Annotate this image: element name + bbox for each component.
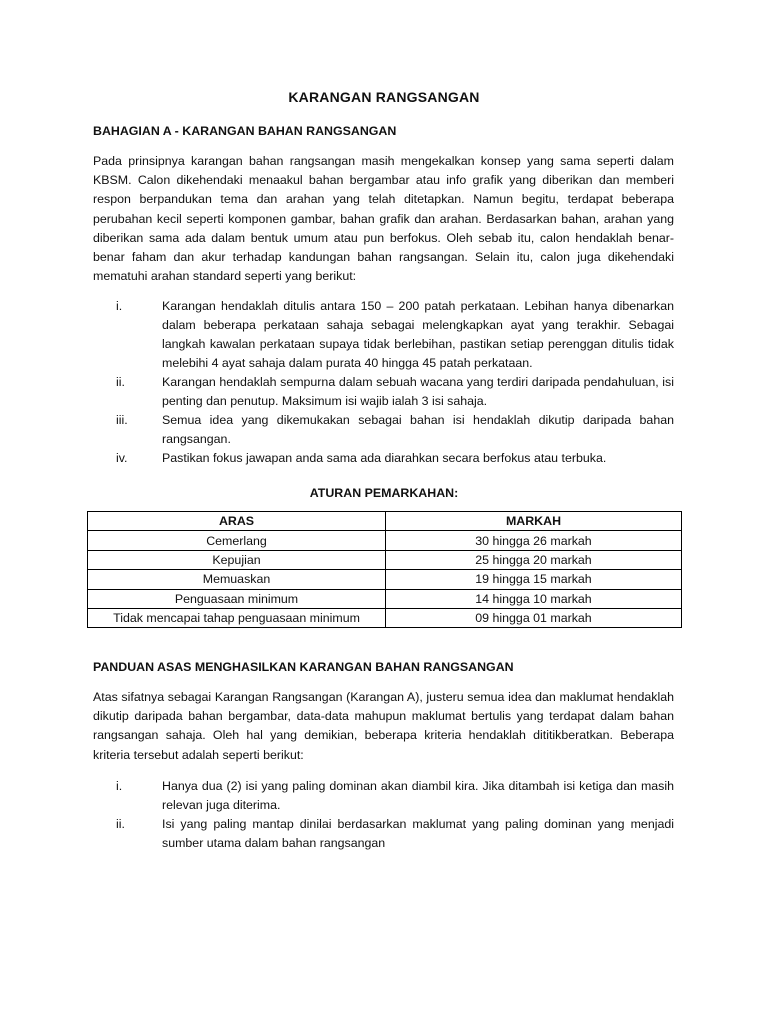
table-row [88,570,682,589]
section-a-heading: BAHAGIAN A - KARANGAN BAHAN RANGSANGAN [93,124,397,138]
list-item-number: ii. [116,817,125,831]
list-item-text: Karangan hendaklah ditulis antara 150 – 200 patah perkataan. Lebihan hanya dibenarkan dalam beberapa perkataan sahaja sebagai melengkapkan ayat yang terakhir. Sebagai langkah kawalan perkataan supaya tidak berlebihan, pastikan setiap perenggan ditulis tidak melebihi 4 ayat sahaja dalam purata 40 hingga 45 patah perkataan. [162,299,674,370]
guide-criteria-list [93,777,674,853]
list-item-text: Karangan hendaklah sempurna dalam sebuah wacana yang terdiri daripada pendahuluan, isi penting dan penutup. Maksimum isi wajib ialah 3 isi sahaja. [162,375,674,408]
list-item-number: ii. [116,375,125,389]
list-item [93,373,674,411]
page-title: KARANGAN RANGSANGAN [288,89,480,105]
list-item-number: i. [116,779,123,793]
standard-instructions-list [93,297,674,468]
list-item [93,297,674,373]
column-header-markah: MARKAH [386,512,682,531]
list-item-text: Semua idea yang dikemukakan sebagai bahan isi hendaklah dikutip daripada bahan rangsangan. [162,413,674,446]
table-row [88,589,682,608]
table-cell-markah: 30 hingga 26 markah [386,531,682,550]
marking-table-title: ATURAN PEMARKAHAN: [309,486,459,500]
list-item [93,411,674,449]
table-row [88,531,682,550]
list-item-text: Pastikan fokus jawapan anda sama ada diarahkan secara berfokus atau terbuka. [162,451,607,465]
list-item [93,449,674,468]
list-item-number: iv. [116,451,128,465]
table-cell-markah: 25 hingga 20 markah [386,550,682,569]
list-item-number: iii. [116,413,128,427]
table-cell-markah: 14 hingga 10 markah [386,589,682,608]
table-cell-aras: Cemerlang [88,531,386,550]
column-header-aras: ARAS [88,512,386,531]
table-cell-markah: 19 hingga 15 markah [386,570,682,589]
table-cell-aras: Penguasaan minimum [88,589,386,608]
table-header-row [88,512,682,531]
table-cell-aras: Memuaskan [88,570,386,589]
list-item-text: Isi yang paling mantap dinilai berdasarkan maklumat yang paling dominan yang menjadi sumber utama dalam bahan rangsangan [162,817,674,850]
table-row [88,608,682,627]
table-row [88,550,682,569]
list-item [93,777,674,815]
guide-intro: Atas sifatnya sebagai Karangan Rangsangan (Karangan A), justeru semua idea dan maklumat hendaklah dikutip daripada bahan bergambar, data-data mahupun maklumat bertulis yang terdapat dalam bahan rangsangan sahaja. Oleh hal yang demikian, beberapa kriteria hendaklah dititikberatkan. Beberapa kriteria tersebut adalah seperti berikut: [93,690,674,762]
table-cell-markah: 09 hingga 01 markah [386,608,682,627]
table-cell-aras: Kepujian [88,550,386,569]
list-item [93,815,674,853]
section-a-intro: Pada prinsipnya karangan bahan rangsangan masih mengekalkan konsep yang sama seperti dalam KBSM. Calon dikehendaki menaakul bahan bergambar atau info grafik yang diberikan dan memberi respon berpandukan tema dan arahan yang telah ditetapkan. Namun begitu, terdapat beberapa perubahan kecil seperti komponen gambar, bahan grafik dan arahan. Berdasarkan bahan, arahan yang diberikan sama ada dalam bentuk umum atau pun berfokus. Oleh sebab itu, calon hendaklah benar-benar faham dan akur terhadap kandungan bahan rangsangan. Selain itu, calon juga dikehendaki mematuhi arahan standard seperti yang berikut: [93,154,674,284]
table-cell-aras: Tidak mencapai tahap penguasaan minimum [88,608,386,627]
list-item-text: Hanya dua (2) isi yang paling dominan akan diambil kira. Jika ditambah isi ketiga dan masih relevan juga diterima. [162,779,674,812]
list-item-number: i. [116,299,123,313]
marking-table [87,511,682,628]
guide-heading: PANDUAN ASAS MENGHASILKAN KARANGAN BAHAN RANGSANGAN [93,660,514,674]
